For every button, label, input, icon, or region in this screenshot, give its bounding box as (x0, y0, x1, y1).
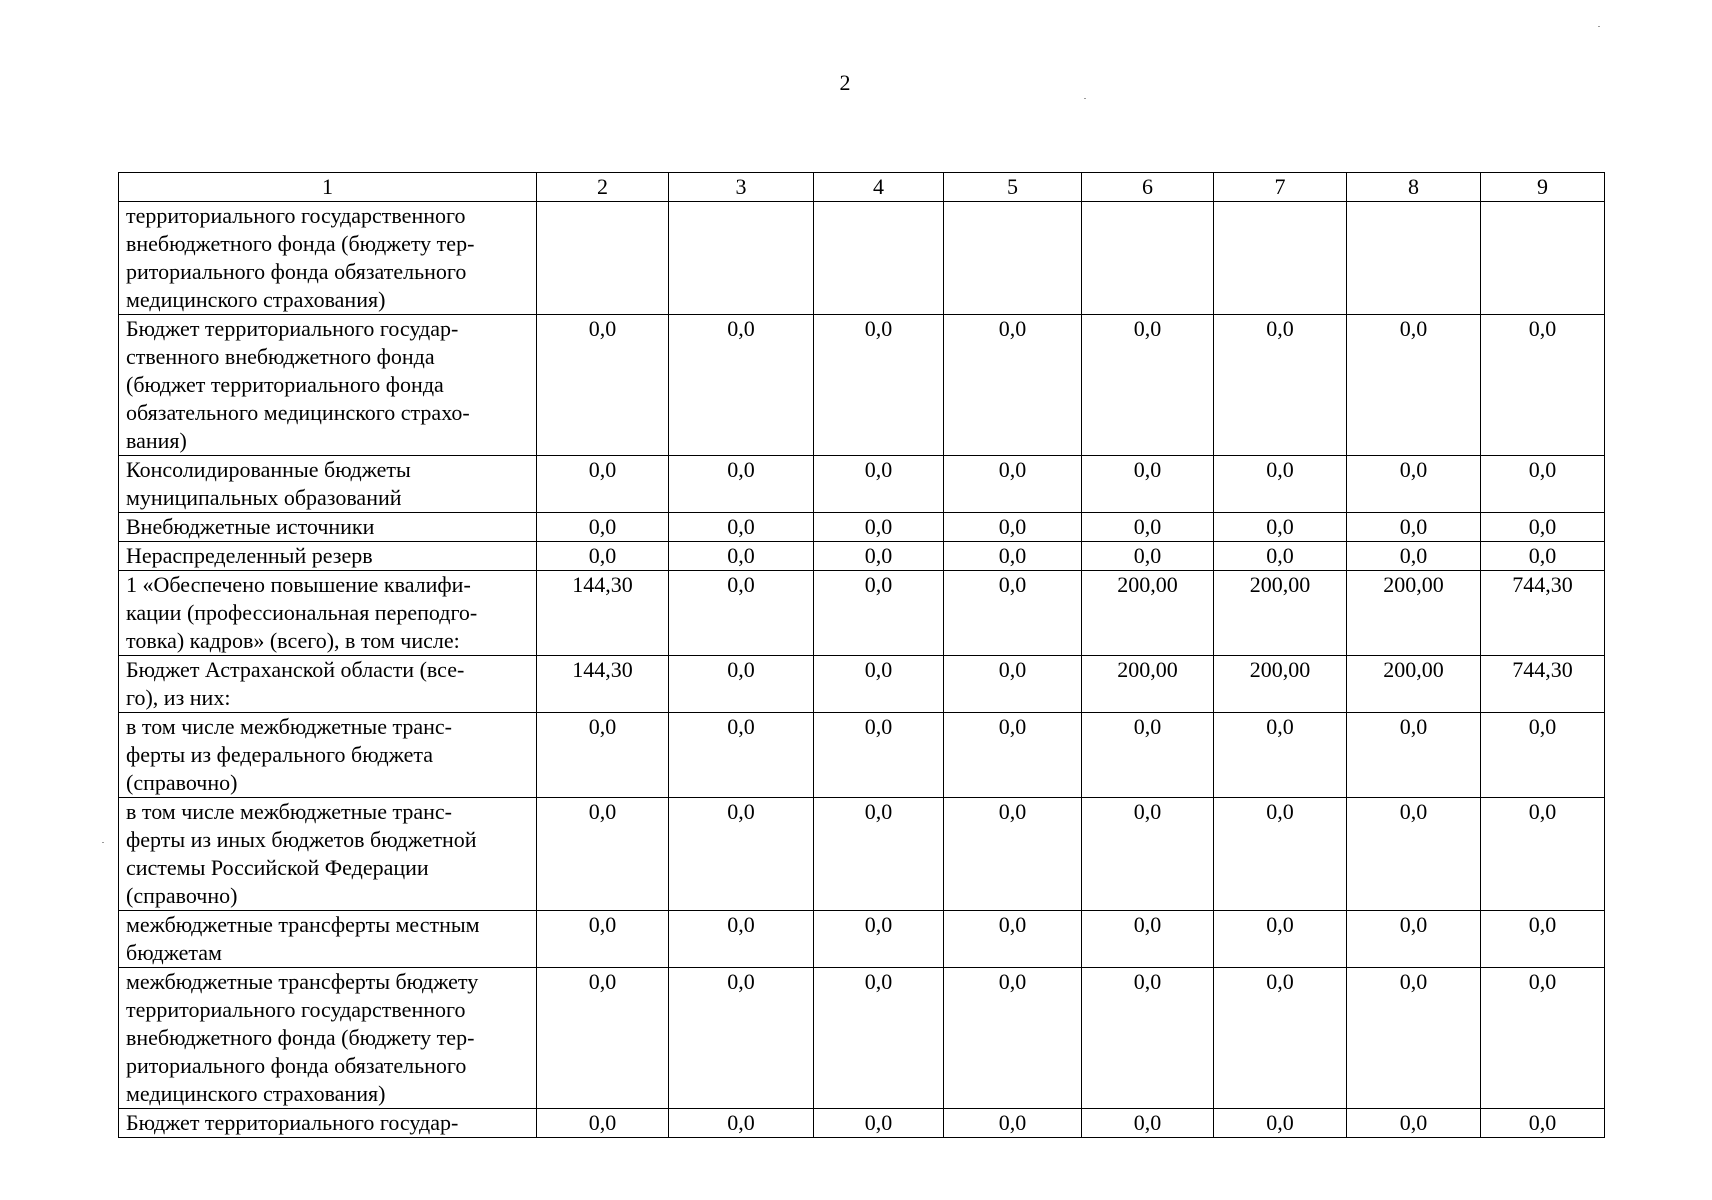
column-number: 5 (944, 173, 1082, 202)
value-cell: 0,0 (944, 798, 1082, 911)
value-cell: 0,0 (1082, 542, 1214, 571)
scan-speck (1598, 26, 1600, 27)
row-label-line: в том числе межбюджетные транс- (126, 714, 452, 739)
table-row (119, 571, 1605, 656)
value-cell: 0,0 (1082, 513, 1214, 542)
row-label-line: ферты из иных бюджетов бюджетной (126, 827, 477, 852)
value-cell: 0,0 (1347, 1109, 1481, 1138)
value-cell: 0,0 (669, 542, 814, 571)
value-cell: 0,0 (1214, 513, 1347, 542)
value-cell (1082, 202, 1214, 315)
value-cell: 0,0 (1481, 542, 1605, 571)
value-cell: 0,0 (944, 911, 1082, 968)
value-cell: 0,0 (814, 911, 944, 968)
value-cell: 0,0 (1214, 911, 1347, 968)
table-row (119, 202, 1605, 315)
value-cell: 0,0 (1214, 1109, 1347, 1138)
row-label-line: (справочно) (126, 770, 238, 795)
value-cell: 0,0 (1481, 1109, 1605, 1138)
value-cell: 0,0 (944, 456, 1082, 513)
row-label (119, 798, 537, 911)
value-cell: 0,0 (1214, 713, 1347, 798)
row-label (119, 656, 537, 713)
value-cell: 0,0 (1481, 968, 1605, 1109)
value-cell: 0,0 (1082, 798, 1214, 911)
value-cell: 0,0 (1347, 713, 1481, 798)
row-label-line: территориального государственного (126, 997, 466, 1022)
row-label-line: муниципальных образований (126, 485, 402, 510)
row-label-line: (бюджет территориального фонда (126, 372, 444, 397)
value-cell: 0,0 (537, 456, 669, 513)
value-cell: 0,0 (537, 542, 669, 571)
row-label-line: Консолидированные бюджеты (126, 457, 411, 482)
value-cell: 0,0 (944, 542, 1082, 571)
value-cell: 0,0 (1481, 513, 1605, 542)
row-label-line: внебюджетного фонда (бюджету тер- (126, 1025, 475, 1050)
budget-table (118, 172, 1605, 1138)
value-cell: 0,0 (1347, 513, 1481, 542)
row-label-line: товка) кадров» (всего), в том числе: (126, 628, 460, 653)
value-cell (814, 202, 944, 315)
scan-speck (102, 842, 104, 843)
value-cell: 0,0 (814, 1109, 944, 1138)
scan-speck (1084, 98, 1086, 99)
value-cell: 0,0 (1214, 542, 1347, 571)
table-row (119, 968, 1605, 1109)
value-cell: 0,0 (1347, 798, 1481, 911)
value-cell: 0,0 (669, 315, 814, 456)
value-cell: 0,0 (1082, 456, 1214, 513)
value-cell (1214, 202, 1347, 315)
column-number: 6 (1082, 173, 1214, 202)
value-cell: 0,0 (669, 656, 814, 713)
column-number: 1 (119, 173, 537, 202)
row-label (119, 456, 537, 513)
value-cell: 0,0 (1481, 315, 1605, 456)
value-cell: 0,0 (1082, 1109, 1214, 1138)
value-cell: 0,0 (1214, 315, 1347, 456)
value-cell: 0,0 (1481, 456, 1605, 513)
table-row (119, 315, 1605, 456)
value-cell: 0,0 (537, 968, 669, 1109)
value-cell: 0,0 (1214, 968, 1347, 1109)
row-label-line: риториального фонда обязательного (126, 1053, 467, 1078)
value-cell: 144,30 (537, 656, 669, 713)
row-label-line: риториального фонда обязательного (126, 259, 467, 284)
value-cell: 0,0 (1347, 456, 1481, 513)
row-label-line: бюджетам (126, 940, 222, 965)
row-label-line: 1 «Обеспечено повышение квалифи- (126, 572, 471, 597)
column-number-row (119, 173, 1605, 202)
column-number: 2 (537, 173, 669, 202)
row-label-line: межбюджетные трансферты бюджету (126, 969, 479, 994)
value-cell: 200,00 (1347, 656, 1481, 713)
value-cell: 200,00 (1214, 571, 1347, 656)
row-label (119, 1109, 537, 1138)
page-number: 2 (839, 70, 851, 95)
row-label (119, 315, 537, 456)
value-cell: 0,0 (1347, 542, 1481, 571)
row-label-line: территориального государственного (126, 203, 466, 228)
row-label-line: медицинского страхования) (126, 287, 386, 312)
value-cell: 0,0 (669, 911, 814, 968)
row-label-line: го), из них: (126, 685, 231, 710)
value-cell: 0,0 (814, 456, 944, 513)
table-row (119, 911, 1605, 968)
value-cell: 0,0 (1347, 911, 1481, 968)
value-cell: 200,00 (1082, 571, 1214, 656)
value-cell: 0,0 (669, 1109, 814, 1138)
value-cell: 0,0 (814, 656, 944, 713)
value-cell: 0,0 (669, 513, 814, 542)
row-label-line: межбюджетные трансферты местным (126, 912, 480, 937)
value-cell: 0,0 (1347, 315, 1481, 456)
value-cell: 200,00 (1082, 656, 1214, 713)
value-cell: 0,0 (944, 513, 1082, 542)
value-cell: 0,0 (1347, 968, 1481, 1109)
value-cell: 744,30 (1481, 656, 1605, 713)
value-cell: 0,0 (1082, 315, 1214, 456)
value-cell: 0,0 (1082, 911, 1214, 968)
value-cell: 0,0 (669, 968, 814, 1109)
row-label-line: Бюджет территориального государ- (126, 1110, 459, 1135)
table-row (119, 513, 1605, 542)
row-label (119, 911, 537, 968)
row-label (119, 571, 537, 656)
row-label-line: Нераспределенный резерв (126, 543, 373, 568)
column-number: 3 (669, 173, 814, 202)
row-label-line: системы Российской Федерации (126, 855, 429, 880)
table-row (119, 1109, 1605, 1138)
row-label-line: (справочно) (126, 883, 238, 908)
column-number: 7 (1214, 173, 1347, 202)
value-cell: 0,0 (669, 456, 814, 513)
value-cell: 0,0 (669, 571, 814, 656)
column-number: 9 (1481, 173, 1605, 202)
table-row (119, 656, 1605, 713)
row-label (119, 513, 537, 542)
value-cell: 0,0 (814, 968, 944, 1109)
value-cell (669, 202, 814, 315)
row-label (119, 968, 537, 1109)
row-label (119, 542, 537, 571)
row-label-line: Бюджет Астраханской области (все- (126, 657, 465, 682)
value-cell: 0,0 (537, 798, 669, 911)
row-label-line: вания) (126, 428, 187, 453)
value-cell: 0,0 (814, 542, 944, 571)
row-label-line: Бюджет территориального государ- (126, 316, 459, 341)
value-cell: 0,0 (814, 571, 944, 656)
table-row (119, 542, 1605, 571)
row-label-line: ственного внебюджетного фонда (126, 344, 435, 369)
value-cell: 0,0 (1082, 968, 1214, 1109)
value-cell: 0,0 (814, 513, 944, 542)
row-label-line: в том числе межбюджетные транс- (126, 799, 452, 824)
value-cell: 0,0 (1214, 456, 1347, 513)
value-cell: 0,0 (537, 513, 669, 542)
value-cell (537, 202, 669, 315)
table-row (119, 713, 1605, 798)
value-cell: 0,0 (669, 713, 814, 798)
value-cell (1481, 202, 1605, 315)
value-cell: 0,0 (944, 713, 1082, 798)
value-cell: 0,0 (1481, 798, 1605, 911)
value-cell (944, 202, 1082, 315)
value-cell: 0,0 (1082, 713, 1214, 798)
value-cell: 0,0 (944, 968, 1082, 1109)
value-cell: 0,0 (944, 1109, 1082, 1138)
value-cell: 200,00 (1214, 656, 1347, 713)
row-label (119, 202, 537, 315)
table-row (119, 798, 1605, 911)
row-label-line: ферты из федерального бюджета (126, 742, 434, 767)
row-label-line: медицинского страхования) (126, 1081, 386, 1106)
value-cell (1347, 202, 1481, 315)
row-label-line: Внебюджетные источники (126, 514, 375, 539)
value-cell: 0,0 (537, 911, 669, 968)
row-label-line: обязательного медицинского страхо- (126, 400, 470, 425)
value-cell: 0,0 (814, 713, 944, 798)
column-number: 4 (814, 173, 944, 202)
value-cell: 0,0 (537, 315, 669, 456)
row-label (119, 713, 537, 798)
column-number: 8 (1347, 173, 1481, 202)
value-cell: 744,30 (1481, 571, 1605, 656)
value-cell: 0,0 (1481, 911, 1605, 968)
row-label-line: кации (профессиональная переподго- (126, 600, 478, 625)
value-cell: 0,0 (1214, 798, 1347, 911)
value-cell: 0,0 (537, 1109, 669, 1138)
value-cell: 0,0 (944, 571, 1082, 656)
value-cell: 0,0 (944, 315, 1082, 456)
row-label-line: внебюджетного фонда (бюджету тер- (126, 231, 475, 256)
table-row (119, 456, 1605, 513)
value-cell: 0,0 (537, 713, 669, 798)
value-cell: 0,0 (944, 656, 1082, 713)
value-cell: 0,0 (669, 798, 814, 911)
value-cell: 0,0 (814, 315, 944, 456)
value-cell: 200,00 (1347, 571, 1481, 656)
value-cell: 0,0 (1481, 713, 1605, 798)
value-cell: 144,30 (537, 571, 669, 656)
value-cell: 0,0 (814, 798, 944, 911)
